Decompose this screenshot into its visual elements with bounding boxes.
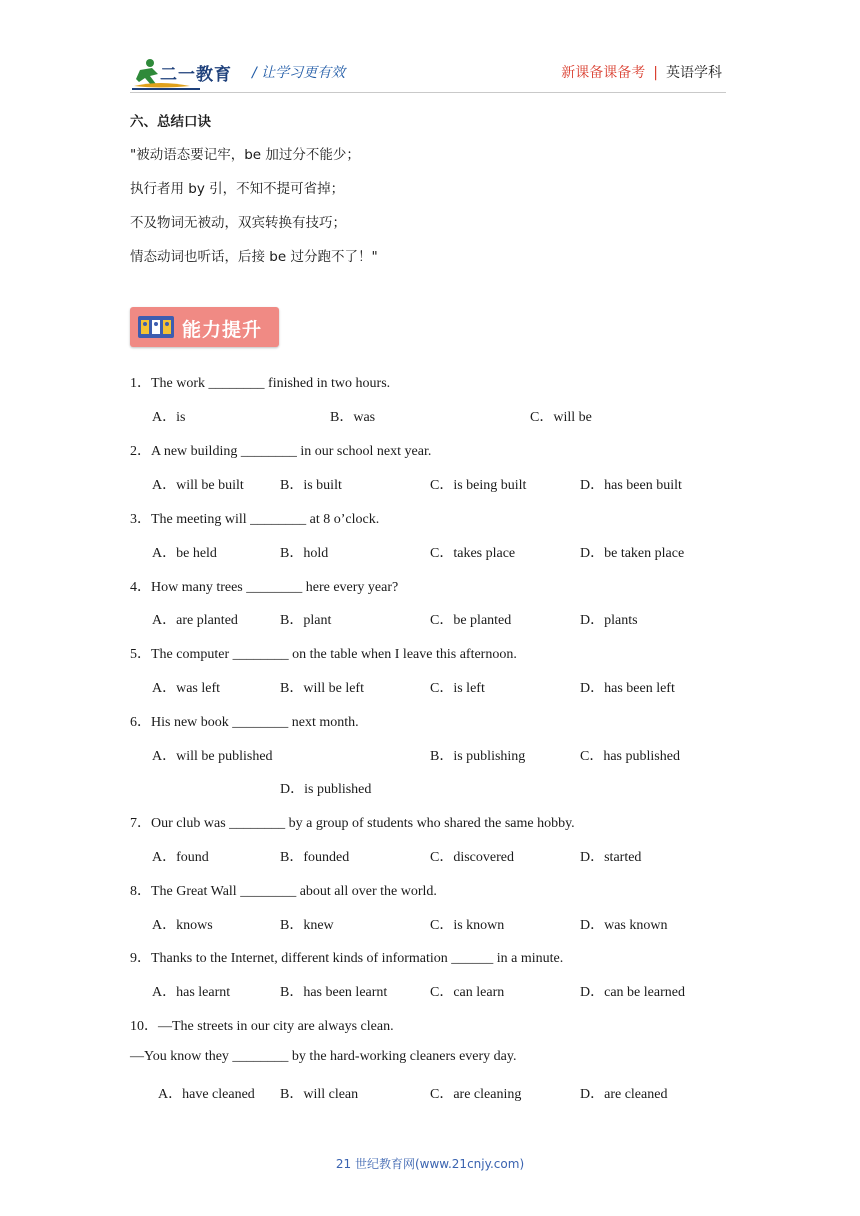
summary-line: 执行者用 by 引，不知不提可省掉； <box>130 181 345 197</box>
slogan: / 让学习更有效 <box>252 65 346 81</box>
answer-option: D．has been built <box>580 478 682 493</box>
answer-option: B．plant <box>280 613 332 628</box>
answer-option: B．has been learnt <box>280 985 388 1000</box>
answer-option: A．are planted <box>152 613 238 628</box>
answer-option: A．will be built <box>152 478 244 493</box>
answer-option: D．was known <box>580 918 668 933</box>
answer-option: C．takes place <box>430 546 516 561</box>
answer-option: D．can be learned <box>580 985 685 1000</box>
summary-line: 不及物词无被动，双宾转换有技巧； <box>130 215 346 231</box>
summary-heading: 六、总结口诀 <box>130 114 211 130</box>
question-stem: 1．The work ________ finished in two hours. <box>130 376 391 391</box>
question-stem: 7．Our club was ________ by a group of students who shared the same hobby. <box>130 816 575 831</box>
page-footer: 21 世纪教育网(www.21cnjy.com) <box>335 1157 525 1171</box>
question-stem: 3．The meeting will ________ at 8 o’clock. <box>130 512 380 527</box>
header-subject <box>561 62 722 82</box>
answer-option: A．have cleaned <box>158 1087 255 1102</box>
answer-option: B．is publishing <box>430 749 526 764</box>
question-stem: 8．The Great Wall ________ about all over the world. <box>130 884 437 899</box>
answer-option: A．was left <box>152 681 221 696</box>
question-stem: 2．A new building ________ in our school next year. <box>130 444 432 459</box>
answer-option: C．is being built <box>430 478 527 493</box>
answer-option: C．are cleaning <box>430 1087 522 1102</box>
answer-option: B．is built <box>280 478 342 493</box>
answer-option: C．has published <box>580 749 680 764</box>
answer-option: A．has learnt <box>152 985 231 1000</box>
question-stem: 4．How many trees ________ here every year? <box>130 580 399 595</box>
question-stem: 6．His new book ________ next month. <box>130 715 359 730</box>
summary-line: 情态动词也听话，后接 be 过分跑不了！" <box>130 249 378 265</box>
page-header <box>0 0 860 100</box>
question-stem-reply: —You know they ________ by the hard-working cleaners every day. <box>130 1049 517 1064</box>
answer-option: D．has been left <box>580 681 675 696</box>
answer-option: D．plants <box>580 613 638 628</box>
answer-option: B．was <box>330 410 376 425</box>
answer-option: B．knew <box>280 918 334 933</box>
header-subject-label: 英语学科 <box>666 65 722 81</box>
answer-option: B．will be left <box>280 681 364 696</box>
header-divider <box>130 92 726 93</box>
question-stem: 9．Thanks to the Internet, different kinds of information ______ in a minute. <box>130 951 564 966</box>
answer-option: B．hold <box>280 546 329 561</box>
summary-line: "被动语态要记牢，be 加过分不能少； <box>130 147 360 163</box>
answer-option: A．is <box>152 410 186 425</box>
answer-option: D．is published <box>280 782 372 797</box>
answer-option: D．are cleaned <box>580 1087 668 1102</box>
answer-option: A．knows <box>152 918 213 933</box>
answer-option: A．found <box>152 850 209 865</box>
answer-option: B．founded <box>280 850 350 865</box>
answer-option: C．is left <box>430 681 485 696</box>
answer-option: D．be taken place <box>580 546 685 561</box>
answer-option: B．will clean <box>280 1087 359 1102</box>
logo-text: 二一教育 <box>160 65 232 85</box>
question-stem: 10．—The streets in our city are always clean. <box>130 1019 394 1034</box>
ability-badge <box>130 307 279 347</box>
badge-label: 能力提升 <box>182 319 263 341</box>
answer-option: D．started <box>580 850 642 865</box>
answer-option: A．will be published <box>152 749 273 764</box>
answer-option: A．be held <box>152 546 217 561</box>
answer-option: C．discovered <box>430 850 514 865</box>
answer-option: C．can learn <box>430 985 505 1000</box>
header-separator: | <box>653 65 658 81</box>
blocks-icon <box>138 316 174 338</box>
answer-option: C．is known <box>430 918 505 933</box>
header-course-label: 新课备课备考 <box>561 65 646 81</box>
answer-option: C．be planted <box>430 613 512 628</box>
answer-option: C．will be <box>530 410 592 425</box>
question-stem: 5．The computer ________ on the table when I leave this afternoon. <box>130 647 517 662</box>
